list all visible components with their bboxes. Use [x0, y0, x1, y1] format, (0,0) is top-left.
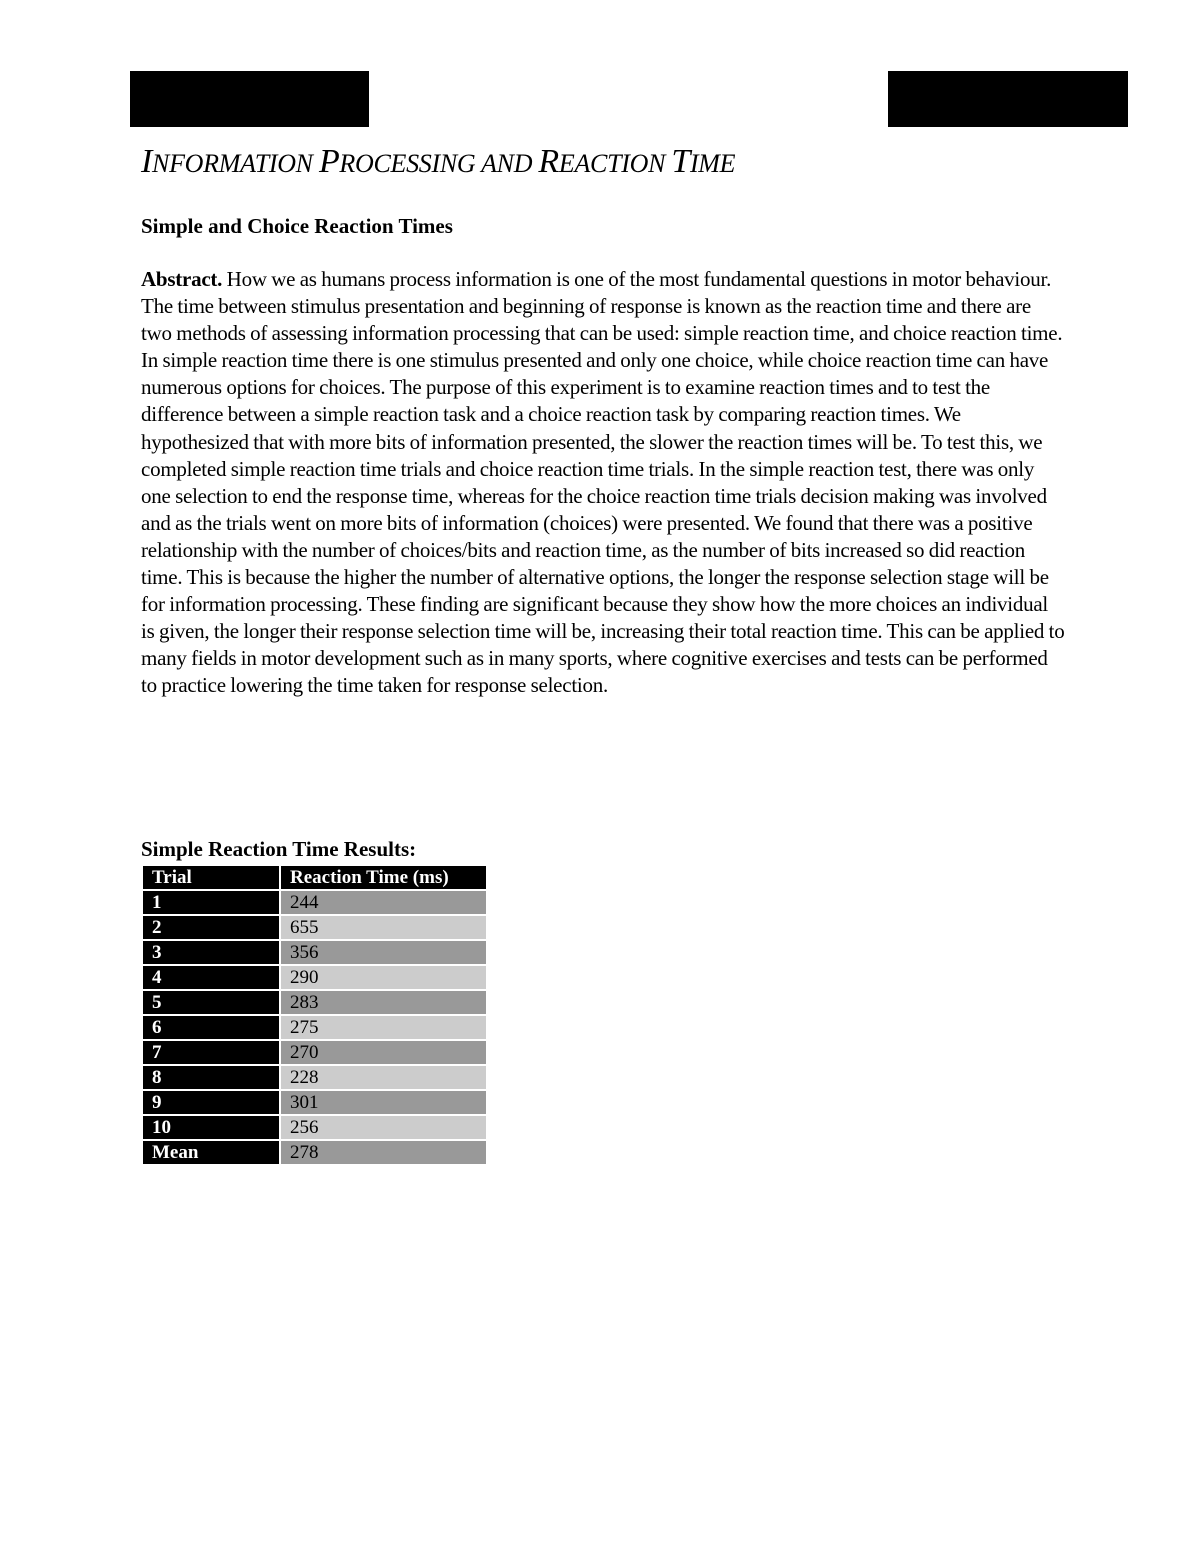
- trial-cell: 8: [143, 1065, 280, 1090]
- reaction-time-cell: 278: [280, 1140, 486, 1165]
- title-cap-3: R: [538, 143, 559, 180]
- trial-cell: Mean: [143, 1140, 280, 1165]
- results-table: [143, 866, 486, 1166]
- table-header-row: [143, 866, 486, 890]
- table-row: [143, 1065, 486, 1090]
- header-reaction-time: Reaction Time (ms): [280, 866, 486, 890]
- table-row: [143, 940, 486, 965]
- trial-cell: 2: [143, 915, 280, 940]
- header-trial: Trial: [143, 866, 280, 890]
- redaction-block-right: [888, 71, 1128, 127]
- table-row: [143, 1115, 486, 1140]
- title-part-4: IME: [689, 149, 736, 178]
- title-cap-2: P: [318, 143, 340, 180]
- table-row: [143, 990, 486, 1015]
- trial-cell: 3: [143, 940, 280, 965]
- abstract-paragraph: [141, 266, 1066, 700]
- reaction-time-cell: 283: [280, 990, 486, 1015]
- table-row: [143, 1140, 486, 1165]
- table-caption: Simple Reaction Time Results:: [141, 837, 417, 861]
- abstract-label: Abstract.: [141, 267, 223, 291]
- title-part-3: EACTION: [558, 149, 672, 178]
- trial-cell: 10: [143, 1115, 280, 1140]
- reaction-time-cell: 244: [280, 890, 486, 915]
- table-row: [143, 965, 486, 990]
- trial-cell: 4: [143, 965, 280, 990]
- table-row: [143, 915, 486, 940]
- trial-cell: 6: [143, 1015, 280, 1040]
- reaction-time-cell: 275: [280, 1015, 486, 1040]
- trial-cell: 1: [143, 890, 280, 915]
- table-row: [143, 890, 486, 915]
- document-subtitle: Simple and Choice Reaction Times: [141, 214, 453, 238]
- table-row: [143, 1040, 486, 1065]
- table-body: [143, 890, 486, 1165]
- title-cap-4: T: [671, 143, 690, 180]
- reaction-time-cell: 301: [280, 1090, 486, 1115]
- table-row: [143, 1015, 486, 1040]
- trial-cell: 9: [143, 1090, 280, 1115]
- abstract-text: How we as humans process information is one of the most fundamental questions in motor behaviour. The time between stimulus presentation and beginning of response is known as the reaction time and there are two methods of assessing information processing that can be used: simple reaction time, and choice reaction time. In simple reaction time there is one stimulus presented and only one choice, while choice reaction time can have numerous options for choices. The purpose of this experiment is to examine reaction times and to test the difference between a simple reaction task and a choice reaction task by comparing reaction times. We hypothesized that with more bits of information presented, the slower the reaction times will be. To test this, we completed simple reaction time trials and choice reaction time trials. In the simple reaction test, there was only one selection to end the response time, whereas for the choice reaction time trials decision making was involved and as the trials went on more bits of information (choices) were presented. We found that there was a positive relationship with the number of choices/bits and reaction time, as the number of bits increased so did reaction time. This is because the higher the number of alternative options, the longer the response selection stage will be for information processing. These finding are significant because they show how the more choices an individual is given, the longer their response selection time will be, increasing their total reaction time. This can be applied to many fields in motor development such as in many sports, where cognitive exercises and tests can be performed to practice lowering the time taken for response selection.: [141, 267, 1065, 698]
- trial-cell: 7: [143, 1040, 280, 1065]
- reaction-time-cell: 290: [280, 965, 486, 990]
- reaction-time-cell: 655: [280, 915, 486, 940]
- table-row: [143, 1090, 486, 1115]
- title-part-2: ROCESSING AND: [339, 149, 539, 178]
- document-title: [141, 143, 735, 181]
- title-part-1: NFORMATION: [152, 149, 319, 178]
- reaction-time-cell: 356: [280, 940, 486, 965]
- reaction-time-cell: 228: [280, 1065, 486, 1090]
- reaction-time-cell: 270: [280, 1040, 486, 1065]
- reaction-time-cell: 256: [280, 1115, 486, 1140]
- redaction-block-left: [130, 71, 369, 127]
- trial-cell: 5: [143, 990, 280, 1015]
- title-cap-1: I: [141, 143, 153, 180]
